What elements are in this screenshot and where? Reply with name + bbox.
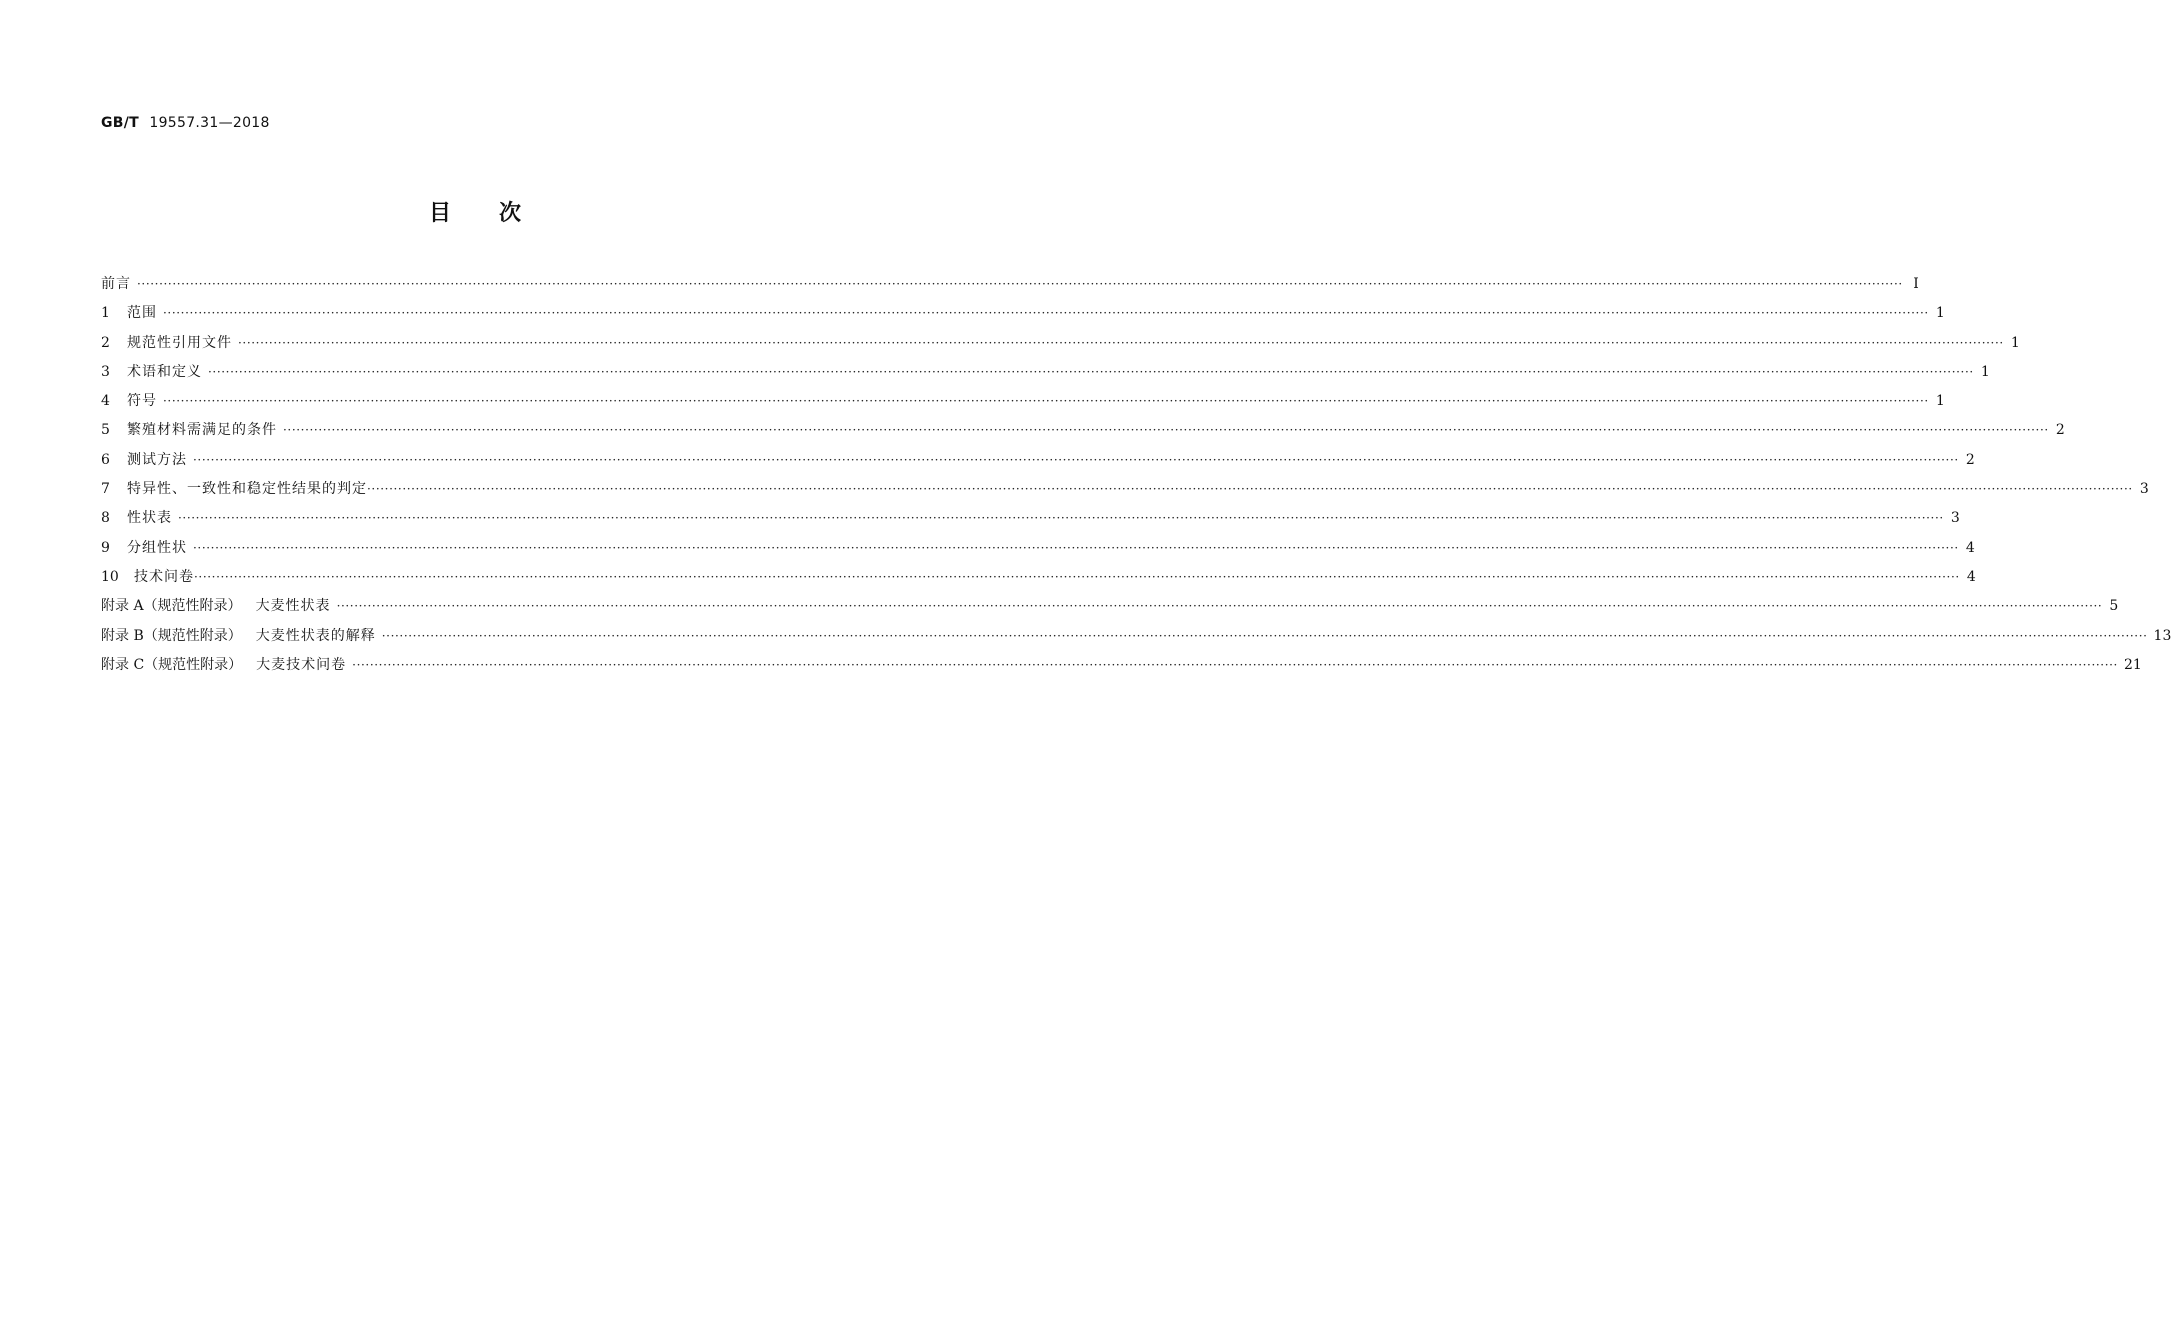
toc-dot-leader: ················································································································································································································································································································································································································ (163, 306, 1929, 321)
toc-entry-page: 4 (1966, 568, 1976, 585)
toc-entry[interactable] (101, 534, 1975, 563)
toc-entry-page: 1 (1935, 305, 1945, 322)
toc-entry-page: 3 (1950, 510, 1960, 527)
toc-dot-leader: ················································································································································································································································································································································································································ (194, 569, 1960, 584)
toc-entry-label: 大麦技术问卷 (256, 656, 347, 673)
toc-entry-page: 21 (2123, 656, 2142, 673)
toc-entry-page: 4 (1965, 539, 1975, 556)
toc-entry-number: 8 (101, 510, 110, 527)
toc-dot-leader: ················································································································································································································································································································································································································ (137, 277, 1903, 291)
toc-entry[interactable] (101, 504, 1960, 533)
toc-entry-label: 术语和定义 (127, 363, 202, 380)
toc-entry-annex-prefix: 附录 A（规范性附录） (101, 598, 242, 615)
toc-entry-label: 大麦性状表的解释 (255, 627, 376, 644)
toc-entry-label: 范围 (127, 305, 157, 322)
toc-entry-label: 特异性、一致性和稳定性结果的判定 (127, 481, 367, 498)
toc-entry[interactable] (101, 299, 1945, 328)
toc-dot-leader: ················································································································································································································································································································································································································ (178, 511, 1944, 526)
toc-entry[interactable] (101, 592, 2119, 621)
toc-entry-number: 6 (101, 451, 110, 468)
toc-entry-number: 5 (101, 422, 110, 439)
toc-entry[interactable] (101, 270, 1919, 299)
toc-dot-leader: ················································································································································································································································································································································································································ (193, 452, 1959, 467)
toc-entry[interactable] (101, 329, 2020, 358)
toc-entry-page: 1 (2010, 334, 2020, 351)
toc-entry[interactable] (101, 563, 1976, 592)
toc-entry-page: 1 (1980, 363, 1990, 380)
toc-entry-number: 4 (101, 393, 110, 410)
toc-entry-annex-prefix: 附录 C（规范性附录） (101, 656, 243, 673)
toc-entry-label: 测试方法 (127, 451, 187, 468)
toc-entry-page: 3 (2139, 481, 2149, 498)
toc-entry-label: 符号 (127, 393, 157, 410)
toc-entry-page: 2 (2055, 422, 2065, 439)
toc-entry[interactable] (101, 622, 2171, 651)
toc-dot-leader: ················································································································································································································································································································································································································ (381, 628, 2148, 643)
toc-dot-leader: ················································································································································································································································································································································································································ (336, 599, 2103, 614)
toc-dot-leader: ················································································································································································································································································································································································································ (367, 482, 2133, 497)
toc-entry-label: 技术问卷 (134, 568, 194, 585)
toc-dot-leader: ················································································································································································································································································································································································································ (352, 657, 2118, 672)
toc-entry-label: 规范性引用文件 (127, 334, 232, 351)
toc-dot-leader: ················································································································································································································································································································································································································ (163, 394, 1929, 409)
toc-entry-label: 性状表 (127, 510, 172, 527)
standard-code (101, 115, 270, 131)
toc-entry[interactable] (101, 387, 1945, 416)
toc-entry-number: 9 (101, 539, 110, 556)
toc-entry-annex-prefix: 附录 B（规范性附录） (101, 627, 242, 644)
toc-entry-number: 2 (101, 334, 110, 351)
page-title: 目次 (428, 201, 569, 226)
toc-entry-page: 2 (1965, 451, 1975, 468)
toc-entry-page: 5 (2109, 598, 2119, 615)
table-of-contents (101, 270, 2171, 680)
toc-entry[interactable] (101, 651, 2142, 680)
toc-entry-page: 13 (2153, 627, 2171, 644)
standard-prefix: GB/T (101, 115, 140, 131)
standard-number: 19557.31—2018 (149, 115, 270, 131)
toc-entry-number: 3 (101, 363, 110, 380)
toc-entry[interactable] (101, 475, 2149, 504)
toc-entry-label: 前言 (101, 276, 131, 292)
toc-entry-label: 繁殖材料需满足的条件 (127, 422, 277, 439)
toc-entry-number: 10 (101, 568, 119, 585)
toc-entry[interactable] (101, 446, 1975, 475)
toc-dot-leader: ················································································································································································································································································································································································································ (208, 364, 1974, 379)
toc-entry-page: Ⅰ (1913, 276, 1919, 292)
toc-dot-leader: ················································································································································································································································································································································································································ (283, 423, 2049, 438)
toc-entry-label: 分组性状 (127, 539, 187, 556)
toc-dot-leader: ················································································································································································································································································································································································································ (193, 540, 1959, 555)
toc-dot-leader: ················································································································································································································································································································································································································ (238, 335, 2004, 350)
toc-entry-label: 大麦性状表 (255, 598, 331, 615)
toc-entry-number: 7 (101, 481, 110, 498)
toc-entry[interactable] (101, 358, 1990, 387)
toc-entry-page: 1 (1935, 393, 1945, 410)
toc-entry-number: 1 (101, 305, 110, 322)
toc-entry[interactable] (101, 416, 2065, 445)
